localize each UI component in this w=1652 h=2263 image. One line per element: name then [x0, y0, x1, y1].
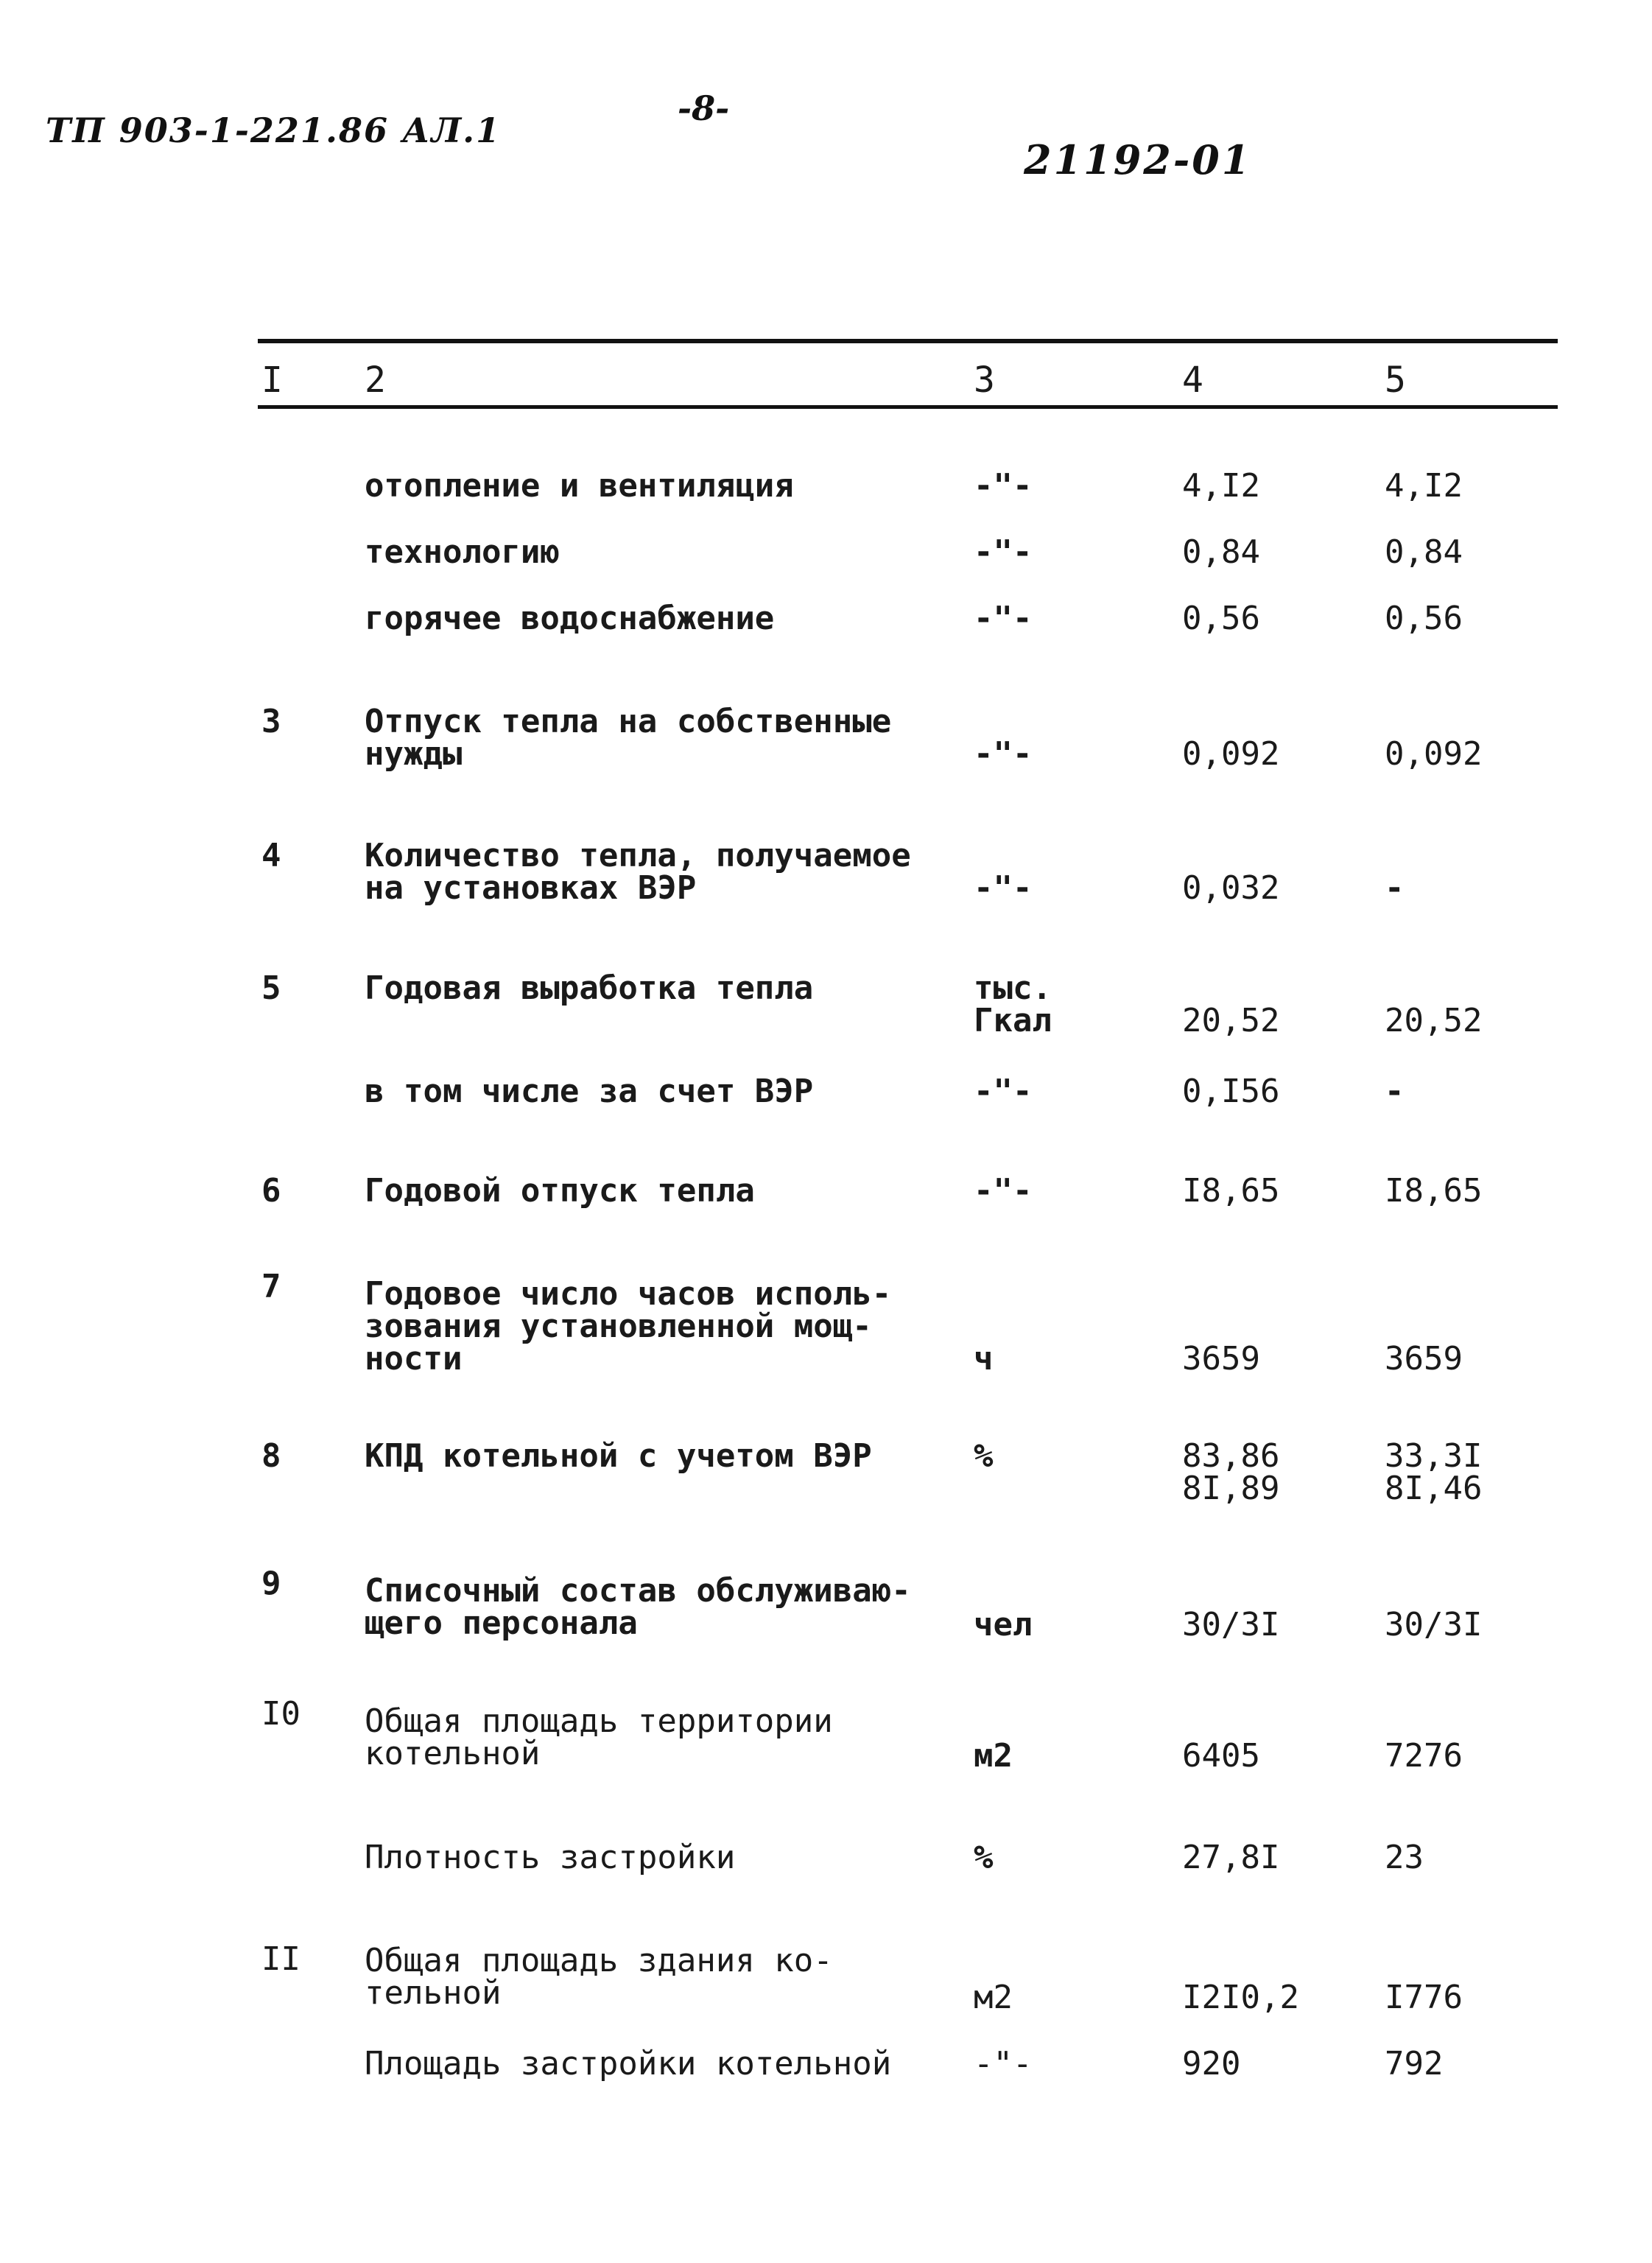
table-row-value-4: 20,52	[1182, 1002, 1280, 1039]
table-row-item-name: КПД котельной с учетом ВЭР	[365, 1437, 872, 1475]
table-row-unit: м2	[974, 1737, 1013, 1775]
table-row-value-4: 4,I2	[1182, 467, 1260, 505]
page-number: -8-	[678, 88, 730, 128]
table-row-number: II	[261, 1940, 300, 1978]
table-row-value-4: 6405	[1182, 1737, 1260, 1775]
table-row-value-5: 0,092	[1385, 735, 1483, 773]
table-row-value-4: 27,8I	[1182, 1839, 1280, 1876]
table-row-number: 8	[261, 1437, 281, 1475]
column-header-2: 2	[365, 359, 386, 401]
table-row-value-4: 3659	[1182, 1340, 1260, 1378]
table-row-value-4: 83,86 8I,89	[1182, 1437, 1280, 1507]
table-header-rule	[258, 405, 1558, 409]
table-row-value-5: 792	[1385, 2045, 1444, 2083]
table-row-number: 3	[261, 703, 281, 740]
table-row-value-4: 920	[1182, 2045, 1241, 2083]
table-row-value-5: 0,84	[1385, 533, 1463, 571]
table-row-item-name: Годовое число часов исполь- зования установленной мощ- ности	[365, 1275, 892, 1378]
table-row-unit: -"-	[974, 1172, 1033, 1210]
table-row-value-4: 0,032	[1182, 869, 1280, 907]
column-header-5: 5	[1385, 359, 1406, 401]
table-row-value-5: 7276	[1385, 1737, 1463, 1775]
table-row-item-name: в том числе за счет ВЭР	[365, 1073, 814, 1110]
column-header-4: 4	[1182, 359, 1203, 401]
table-row-value-5: -	[1385, 1073, 1405, 1110]
table-row-unit: -"-	[974, 533, 1033, 571]
table-row-item-name: Количество тепла, получаемое на установках ВЭР	[365, 837, 911, 907]
table-row-value-4: I8,65	[1182, 1172, 1280, 1210]
table-row-item-name: отопление и вентиляция	[365, 467, 794, 505]
table-row-number: 9	[261, 1565, 281, 1602]
table-row-number: 4	[261, 837, 281, 874]
table-row-item-name: Площадь застройки котельной	[365, 2045, 892, 2083]
table-row-item-name: Общая площадь здания ко- тельной	[365, 1942, 833, 2012]
table-row-unit: -"-	[974, 2045, 1033, 2083]
table-row-unit: %	[974, 1437, 994, 1475]
table-row-unit: %	[974, 1839, 994, 1876]
table-row-value-5: 23	[1385, 1839, 1424, 1876]
table-row-item-name: технологию	[365, 533, 560, 571]
table-row-item-name: Отпуск тепла на собственные нужды	[365, 703, 892, 773]
document-number: 21192-01	[1024, 136, 1252, 183]
table-row-unit: м2	[974, 1979, 1013, 2016]
table-row-unit: ч	[974, 1340, 994, 1378]
table-row-number: I0	[261, 1695, 300, 1733]
table-row-unit: -"-	[974, 869, 1033, 907]
table-row-unit: чел	[974, 1606, 1033, 1643]
table-top-rule	[258, 339, 1558, 343]
column-header-1: I	[261, 359, 283, 401]
table-row-value-4: 0,I56	[1182, 1073, 1280, 1110]
table-row-value-5: 20,52	[1385, 1002, 1483, 1039]
table-row-value-4: 0,56	[1182, 600, 1260, 637]
table-row-value-4: 0,092	[1182, 735, 1280, 773]
table-row-value-5: 0,56	[1385, 600, 1463, 637]
table-row-unit: -"-	[974, 1073, 1033, 1110]
table-row-item-name: Плотность застройки	[365, 1839, 736, 1876]
table-row-value-5: 4,I2	[1385, 467, 1463, 505]
table-row-value-5: 3659	[1385, 1340, 1463, 1378]
table-row-value-4: 30/3I	[1182, 1606, 1280, 1643]
table-row-unit: -"-	[974, 600, 1033, 637]
table-row-value-5: 33,3I 8I,46	[1385, 1437, 1483, 1507]
document-code: ТП 903-1-221.86 АЛ.1	[46, 110, 502, 150]
table-row-item-name: горячее водоснабжение	[365, 600, 775, 637]
table-row-value-4: 0,84	[1182, 533, 1260, 571]
table-row-unit: -"-	[974, 735, 1033, 773]
table-row-number: 5	[261, 969, 281, 1007]
table-row-value-5: I776	[1385, 1979, 1463, 2016]
table-row-number: 7	[261, 1268, 281, 1305]
table-row-item-name: Годовой отпуск тепла	[365, 1172, 755, 1210]
table-row-item-name: Списочный состав обслуживаю- щего персонала	[365, 1572, 911, 1642]
table-row-number: 6	[261, 1172, 281, 1210]
table-row-value-4: I2I0,2	[1182, 1979, 1299, 2016]
table-row-item-name: Годовая выработка тепла	[365, 969, 814, 1007]
table-row-unit: -"-	[974, 467, 1033, 505]
table-row-item-name: Общая площадь территории котельной	[365, 1702, 833, 1772]
table-row-value-5: 30/3I	[1385, 1606, 1483, 1643]
table-row-value-5: -	[1385, 869, 1405, 907]
table-row-unit: тыс. Гкал	[974, 969, 1052, 1039]
table-row-value-5: I8,65	[1385, 1172, 1483, 1210]
column-header-3: 3	[974, 359, 995, 401]
